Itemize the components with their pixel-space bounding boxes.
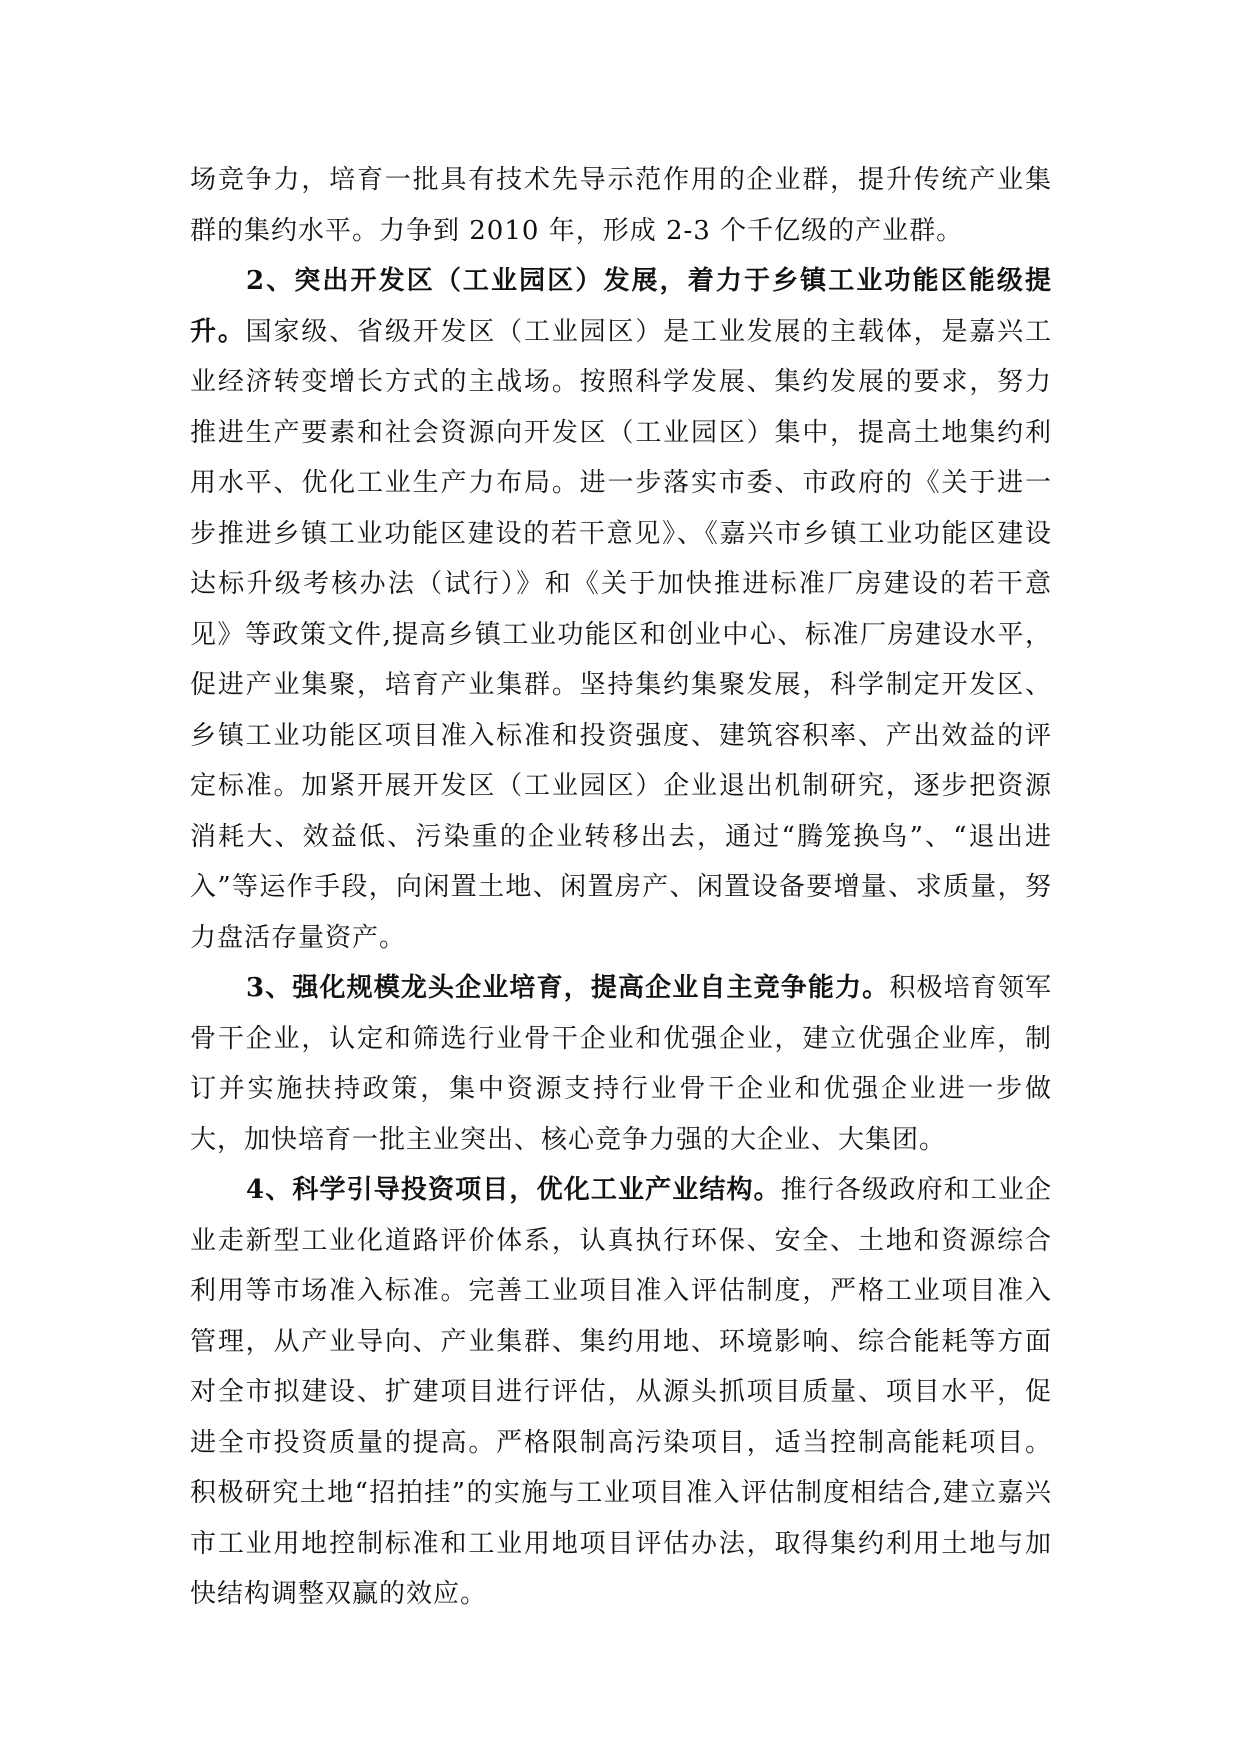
paragraph-continuation (190, 155, 1052, 256)
paragraph-section-2 (190, 256, 1052, 963)
paragraph-section-4 (190, 1165, 1052, 1620)
paragraph-text: 积极培育领军骨干企业，认定和筛选行业骨干企业和优强企业，建立优强企业库，制订并实施扶持政策，集中资源支持行业骨干企业和优强企业进一步做大，加快培育一批主业突出、核心竞争力强的大企业、大集团。 (190, 973, 1052, 1155)
paragraph-text: 场竞争力，培育一批具有技术先导示范作用的企业群，提升传统产业集群的集约水平。力争到 2010 年，形成 2-3 个千亿级的产业群。 (190, 165, 1052, 246)
document-body (190, 155, 1052, 1620)
paragraph-section-3 (190, 963, 1052, 1165)
paragraph-text: 国家级、省级开发区（工业园区）是工业发展的主载体，是嘉兴工业经济转变增长方式的主战场。按照科学发展、集约发展的要求，努力推进生产要素和社会资源向开发区（工业园区）集中，提高土地集约利用水平、优化工业生产力布局。进一步落实市委、市政府的《关于进一步推进乡镇工业功能区建设的若干意见》、《嘉兴市乡镇工业功能区建设达标升级考核办法（试行）》和《关于加快推进标准厂房建设的若干意见》等政策文件,提高乡镇工业功能区和创业中心、标准厂房建设水平，促进产业集聚，培育产业集群。坚持集约集聚发展，科学制定开发区、乡镇工业功能区项目准入标准和投资强度、建筑容积率、产出效益的评定标准。加紧开展开发区（工业园区）企业退出机制研究，逐步把资源消耗大、效益低、污染重的企业转移出去，通过“腾笼换鸟”、“退出进入”等运作手段，向闲置土地、闲置房产、闲置设备要增量、求质量，努力盘活存量资产。 (190, 316, 1052, 953)
paragraph-text: 推行各级政府和工业企业走新型工业化道路评价体系，认真执行环保、安全、土地和资源综合利用等市场准入标准。完善工业项目准入评估制度，严格工业项目准入管理，从产业导向、产业集群、集约用地、环境影响、综合能耗等方面对全市拟建设、扩建项目进行评估，从源头抓项目质量、项目水平，促进全市投资质量的提高。严格限制高污染项目，适当控制高能耗项目。积极研究土地“招拍挂”的实施与工业项目准入评估制度相结合,建立嘉兴市工业用地控制标准和工业用地项目评估办法，取得集约利用土地与加快结构调整双赢的效应。 (190, 1175, 1052, 1609)
section-heading: 2、突出开发区（工业园区）发展，着力于乡镇工业功能区能级提升。 (190, 266, 1052, 347)
section-heading: 3、强化规模龙头企业培育，提高企业自主竞争能力。 (246, 973, 890, 1003)
section-heading: 4、科学引导投资项目，优化工业产业结构。 (246, 1175, 781, 1205)
